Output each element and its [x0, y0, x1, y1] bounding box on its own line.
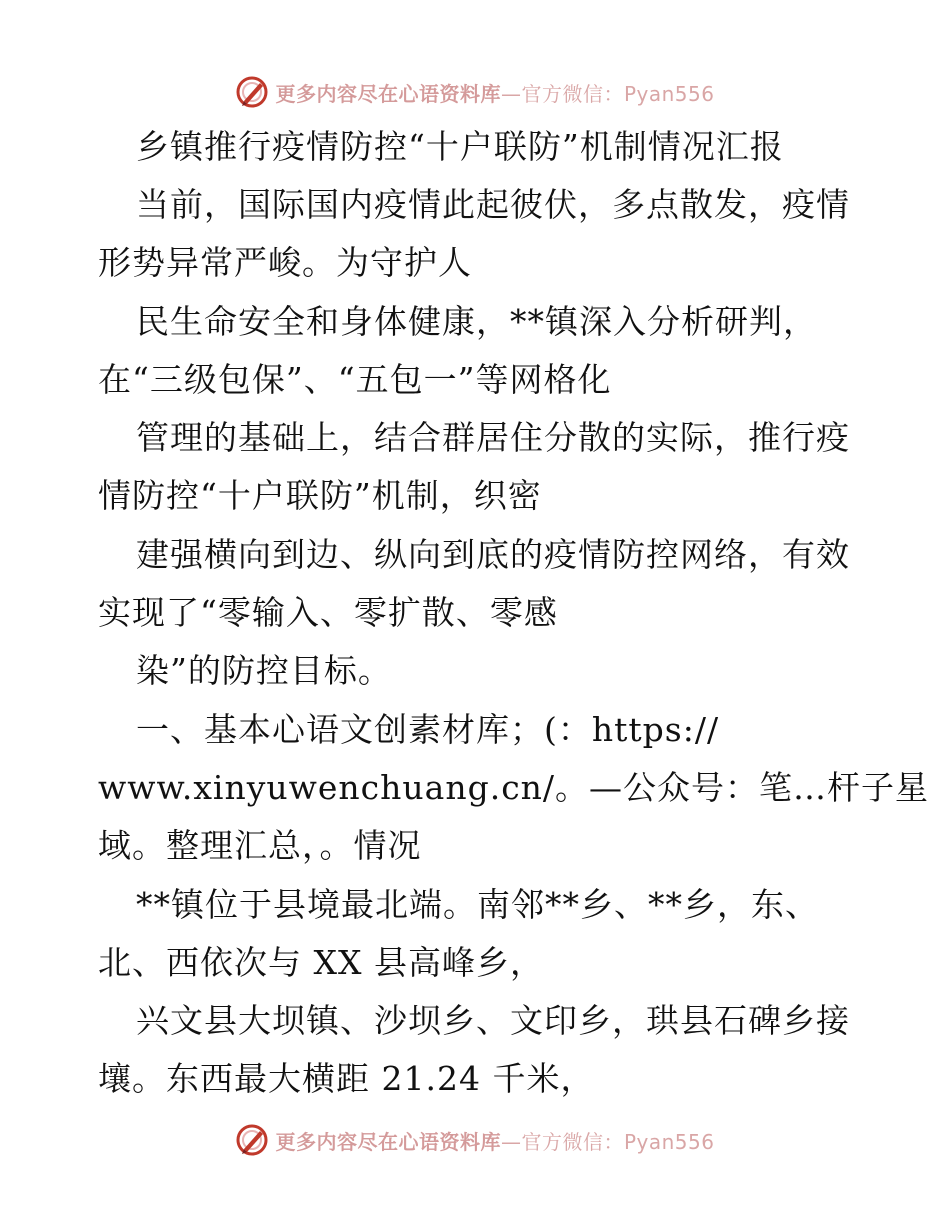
paragraph-line: 兴文县大坝镇、沙坝乡、文印乡，珙县石碑乡接	[136, 1001, 850, 1040]
paragraph-line: 实现了“零输入、零扩散、零感	[98, 593, 558, 632]
paragraph-line: www.xinyuwenchuang.cn/。—公众号：笔…杆子星	[98, 768, 930, 807]
paragraph-line: **镇位于县境最北端。南邻**乡、**乡，东、	[136, 885, 819, 924]
watermark-main: 更多内容尽在心语资料库	[275, 81, 501, 106]
watermark-account: 官方微信：Pyan556	[521, 1129, 715, 1154]
watermark-dash: —	[500, 1129, 522, 1154]
paragraph-line: 建强横向到边、纵向到底的疫情防控网络，有效	[136, 535, 850, 574]
paragraph-line: 形势异常严峻。为守护人	[98, 243, 472, 282]
paragraph-line: 北、西依次与 XX 县高峰乡，	[98, 943, 544, 982]
pen-logo-icon	[235, 1123, 269, 1157]
paragraph-line: 民生命安全和身体健康，**镇深入分析研判，	[136, 302, 817, 341]
watermark-account: 官方微信：Pyan556	[521, 81, 715, 106]
paragraph-line: 管理的基础上，结合群居住分散的实际，推行疫	[136, 418, 850, 457]
footer-watermark	[0, 1120, 950, 1160]
paragraph-line: 情防控“十户联防”机制，织密	[98, 476, 542, 515]
paragraph-line: 在“三级包保”、“五包一”等网格化	[98, 360, 612, 399]
document-title: 乡镇推行疫情防控“十户联防”机制情况汇报	[136, 127, 784, 166]
watermark-main: 更多内容尽在心语资料库	[275, 1129, 501, 1154]
watermark-dash: —	[500, 81, 522, 106]
paragraph-line: 壤。东西最大横距 21.24 千米，	[98, 1059, 595, 1098]
paragraph-line: 染”的防控目标。	[136, 651, 392, 690]
paragraph-line: 域。整理汇总，。情况	[98, 826, 422, 865]
section-heading: 一、基本心语文创素材库；(：https://	[136, 710, 720, 749]
paragraph-line: 当前，国际国内疫情此起彼伏，多点散发，疫情	[136, 185, 850, 224]
watermark-text	[275, 1126, 714, 1155]
